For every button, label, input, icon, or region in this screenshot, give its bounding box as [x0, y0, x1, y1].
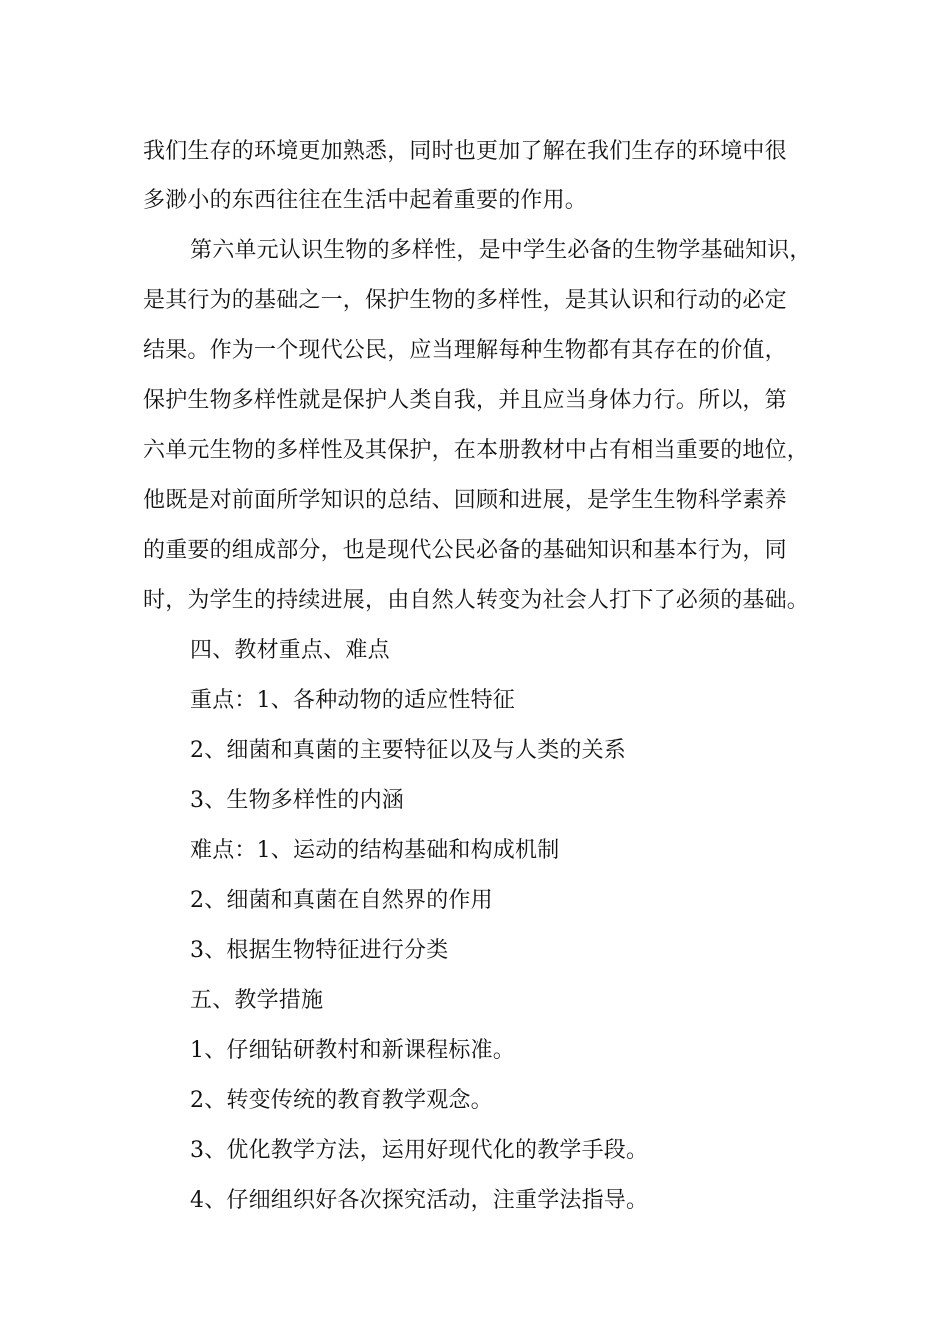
paragraph-line: 结果。作为一个现代公民，应当理解每种生物都有其存在的价值， [143, 338, 787, 363]
section-heading: 五、教学措施 [190, 988, 324, 1013]
paragraph-line: 时，为学生的持续进展，由自然人转变为社会人打下了必须的基础。 [143, 588, 810, 613]
paragraph-line: 第六单元认识生物的多样性，是中学生必备的生物学基础知识， [190, 238, 812, 263]
list-item: 3、优化教学方法，运用好现代化的教学手段。 [190, 1138, 649, 1163]
paragraph-line: 他既是对前面所学知识的总结、回顾和进展，是学生生物科学素养 [143, 488, 787, 513]
list-item: 重点：1、各种动物的适应性特征 [190, 688, 515, 713]
list-item: 3、生物多样性的内涵 [190, 788, 404, 813]
paragraph-line: 六单元生物的多样性及其保护，在本册教材中占有相当重要的地位， [143, 438, 810, 463]
list-item: 3、根据生物特征进行分类 [190, 938, 449, 963]
list-item: 4、仔细组织好各次探究活动，注重学法指导。 [190, 1188, 649, 1213]
paragraph-line: 我们生存的环境更加熟悉，同时也更加了解在我们生存的环境中很 [143, 139, 787, 164]
list-item: 1、仔细钻研教村和新课程标准。 [190, 1038, 515, 1063]
list-item: 2、细菌和真菌在自然界的作用 [190, 888, 493, 913]
paragraph-line: 保护生物多样性就是保护人类自我，并且应当身体力行。所以，第 [143, 388, 787, 413]
list-item: 2、细菌和真菌的主要特征以及与人类的关系 [190, 738, 626, 763]
paragraph-line: 的重要的组成部分，也是现代公民必备的基础知识和基本行为，同 [143, 538, 787, 563]
paragraph-line: 多渺小的东西往往在生活中起着重要的作用。 [143, 188, 588, 213]
section-heading: 四、教材重点、难点 [190, 638, 390, 663]
paragraph-line: 是其行为的基础之一，保护生物的多样性，是其认识和行动的必定 [143, 288, 787, 313]
list-item: 难点：1、运动的结构基础和构成机制 [190, 838, 560, 863]
list-item: 2、转变传统的教育教学观念。 [190, 1088, 493, 1113]
